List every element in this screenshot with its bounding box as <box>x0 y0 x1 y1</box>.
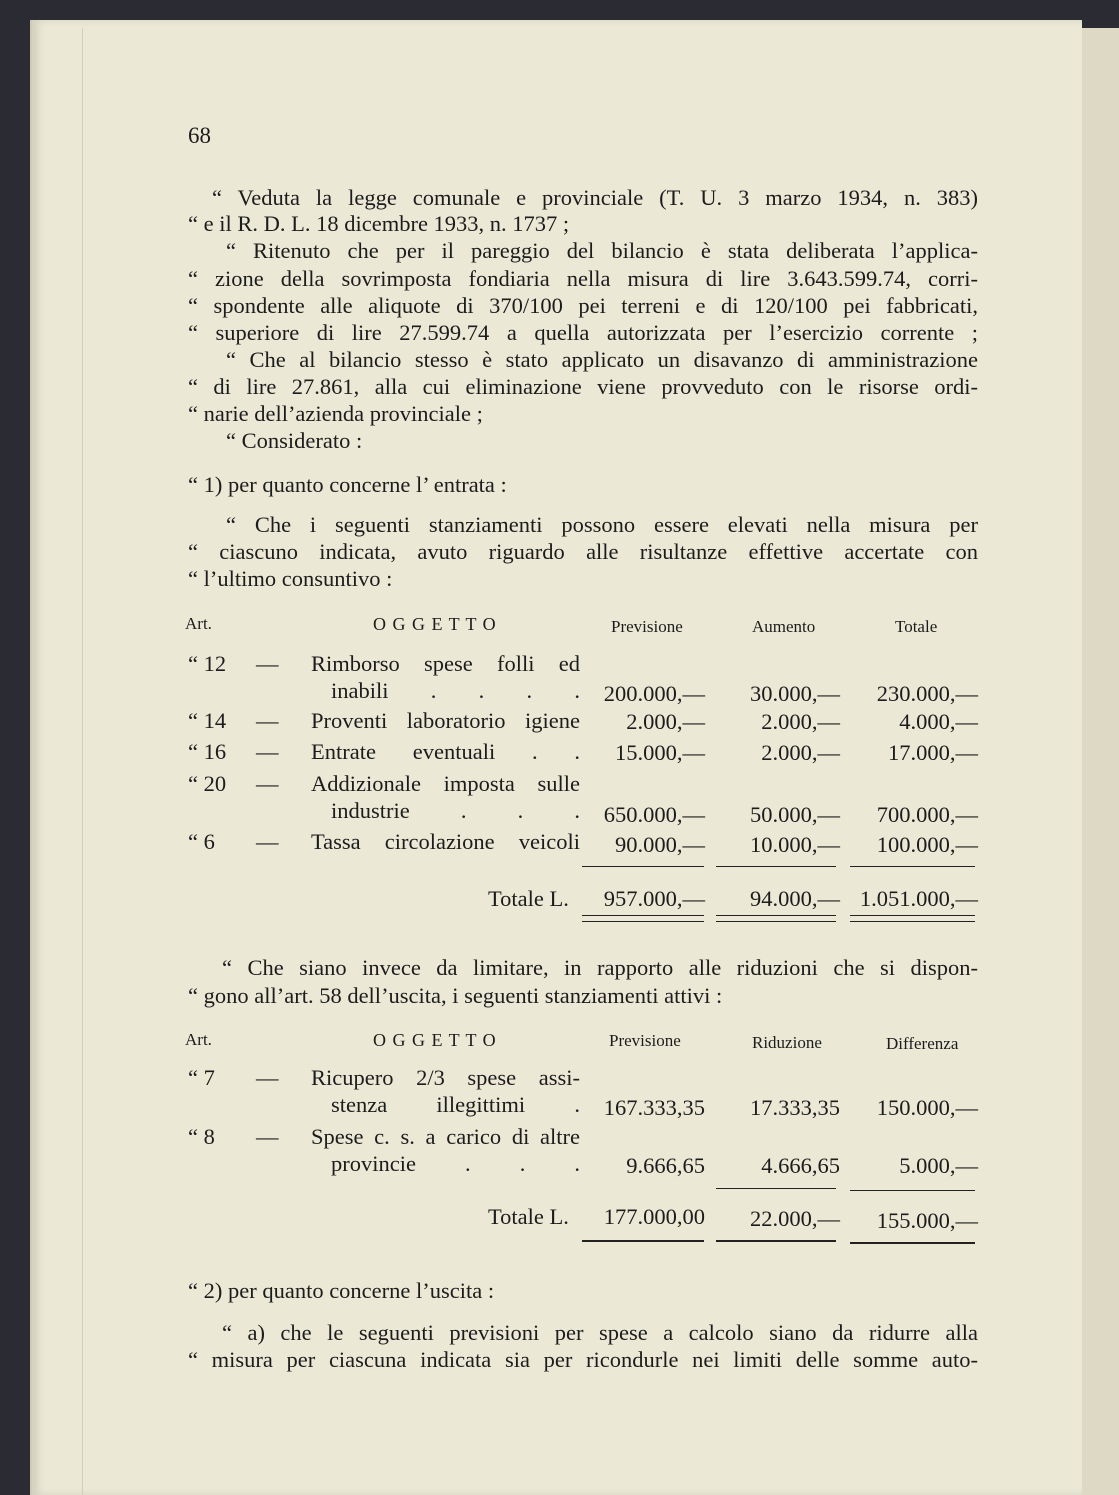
total-double-rule <box>716 915 836 922</box>
table2-header-previsione: Previsione <box>609 1031 681 1050</box>
table1-header-totale: Totale <box>895 617 938 636</box>
table1-header-aumento: Aumento <box>752 617 816 636</box>
text-line: “ di lire 27.861, alla cui eliminazione viene provveduto con le risorse ordi- <box>188 374 978 399</box>
table-cell-aumento: 2.000,— <box>761 709 840 734</box>
table-cell-totale: 17.000,— <box>888 740 978 765</box>
table-cell-art: “ 12 <box>188 651 227 676</box>
page-number: 68 <box>188 123 211 148</box>
table-cell-oggetto: Spese c. s. a carico di altre <box>311 1124 580 1149</box>
table-cell-oggetto: Rimborso spese folli ed <box>311 651 580 676</box>
table-cell-aumento: 50.000,— <box>750 802 840 827</box>
table-cell-dash: — <box>256 651 279 676</box>
table-cell-totale: 230.000,— <box>876 681 978 706</box>
table-cell-aumento: 30.000,— <box>750 681 840 706</box>
table-cell-previsione: 15.000,— <box>615 740 705 765</box>
table1-header-oggetto: O G G E T T O <box>373 614 497 634</box>
text-line: “ 1) per quanto concerne l’ entrata : <box>188 472 507 497</box>
table-cell-oggetto: Tassa circolazione veicoli <box>311 829 580 854</box>
table-cell-previsione: 200.000,— <box>603 681 705 706</box>
text-line: “ Che al bilancio stesso è stato applicato un disavanzo di amministrazione <box>226 347 978 372</box>
table-cell-oggetto: Ricupero 2/3 spese assi- <box>311 1065 580 1090</box>
text-line: “ narie dell’azienda provinciale ; <box>188 401 483 426</box>
table-cell-aumento: 10.000,— <box>750 832 840 857</box>
sum-rule <box>716 1188 836 1189</box>
table-cell-art: “ 14 <box>188 708 227 733</box>
table-cell-oggetto: Proventi laboratorio igiene <box>311 708 580 733</box>
table-cell-dash: — <box>256 1124 279 1149</box>
text-line: “ Ritenuto che per il pareggio del bilancio è stata deliberata l’applica- <box>226 238 978 263</box>
table-cell-oggetto: Addizionale imposta sulle <box>311 771 580 796</box>
table-cell-art: “ 20 <box>188 771 227 796</box>
table-cell-art: “ 8 <box>188 1124 215 1149</box>
total-aumento: 94.000,— <box>750 886 840 911</box>
text-line: “ misura per ciascuna indicata sia per ricondurle nei limiti delle somme auto- <box>188 1347 978 1372</box>
table-cell-oggetto: inabili . . . . <box>331 678 580 703</box>
table-cell-differenza: 150.000,— <box>876 1095 978 1120</box>
sum-rule <box>582 866 704 867</box>
total-rule <box>716 1240 836 1242</box>
table2-header-oggetto: O G G E T T O <box>373 1030 497 1050</box>
table-cell-dash: — <box>256 829 279 854</box>
table-cell-previsione: 9.666,65 <box>626 1153 705 1178</box>
table-cell-riduzione: 4.666,65 <box>761 1153 840 1178</box>
table-cell-previsione: 90.000,— <box>615 832 705 857</box>
text-line: “ a) che le seguenti previsioni per spese a calcolo siano da ridurre alla <box>222 1320 978 1345</box>
table-cell-dash: — <box>256 771 279 796</box>
table-cell-dash: — <box>256 739 279 764</box>
total-previsione: 957.000,— <box>603 886 705 911</box>
text-line: “ Veduta la legge comunale e provinciale (T. U. 3 marzo 1934, n. 383) <box>212 185 978 210</box>
table-cell-oggetto: provincie . . . <box>331 1151 580 1176</box>
table-cell-oggetto: industrie . . . <box>331 798 580 823</box>
text-line: “ superiore di lire 27.599.74 a quella autorizzata per l’esercizio corrente ; <box>188 320 978 345</box>
table-cell-previsione: 650.000,— <box>603 802 705 827</box>
table-cell-previsione: 167.333,35 <box>603 1095 705 1120</box>
total-label: Totale L. <box>488 1204 569 1229</box>
table-cell-riduzione: 17.333,35 <box>750 1095 840 1120</box>
table-cell-art: “ 7 <box>188 1065 215 1090</box>
table-cell-totale: 700.000,— <box>876 802 978 827</box>
table-cell-oggetto: Entrate eventuali . . <box>311 739 580 764</box>
table-cell-oggetto: stenza illegittimi . <box>331 1092 580 1117</box>
table2-header-art: Art. <box>185 1030 212 1049</box>
table-cell-totale: 4.000,— <box>899 709 978 734</box>
sum-rule <box>850 1190 975 1191</box>
total-differenza: 155.000,— <box>876 1208 978 1233</box>
text-line: “ ciascuno indicata, avuto riguardo alle risultanze effettive accertate con <box>188 539 978 564</box>
text-line: “ zione della sovrimposta fondiaria nella misura di lire 3.643.599.74, corri- <box>188 266 978 291</box>
table-cell-art: “ 6 <box>188 829 215 854</box>
text-line: “ gono all’art. 58 dell’uscita, i seguenti stanziamenti attivi : <box>188 983 723 1008</box>
text-line: “ Che siano invece da limitare, in rapporto alle riduzioni che si dispon- <box>222 955 978 980</box>
table-cell-differenza: 5.000,— <box>899 1153 978 1178</box>
table-cell-dash: — <box>256 1065 279 1090</box>
table-cell-previsione: 2.000,— <box>626 709 705 734</box>
total-riduzione: 22.000,— <box>750 1206 840 1231</box>
total-double-rule <box>582 915 704 922</box>
text-line: “ 2) per quanto concerne l’uscita : <box>188 1278 495 1303</box>
text-line: “ e il R. D. L. 18 dicembre 1933, n. 1737 ; <box>188 211 570 236</box>
text-line: “ spondente alle aliquote di 370/100 pei terreni e di 120/100 pei fabbricati, <box>188 293 978 318</box>
total-previsione: 177.000,00 <box>603 1204 705 1229</box>
sum-rule <box>850 866 975 867</box>
table-cell-totale: 100.000,— <box>876 832 978 857</box>
text-line: “ l’ultimo consuntivo : <box>188 566 393 591</box>
table1-header-previsione: Previsione <box>611 617 683 636</box>
table2-header-differenza: Differenza <box>886 1034 959 1053</box>
table-cell-aumento: 2.000,— <box>761 740 840 765</box>
total-label: Totale L. <box>488 886 569 911</box>
table2-header-riduzione: Riduzione <box>752 1033 822 1052</box>
table-cell-dash: — <box>256 708 279 733</box>
table-cell-art: “ 16 <box>188 739 227 764</box>
total-rule <box>850 1242 975 1244</box>
text-line: “ Che i seguenti stanziamenti possono essere elevati nella misura per <box>226 512 978 537</box>
total-rule <box>582 1240 704 1242</box>
total-totale: 1.051.000,— <box>859 886 978 911</box>
sum-rule <box>716 866 836 867</box>
text-line: “ Considerato : <box>226 428 363 453</box>
total-double-rule <box>850 915 975 922</box>
table1-header-art: Art. <box>185 614 212 633</box>
